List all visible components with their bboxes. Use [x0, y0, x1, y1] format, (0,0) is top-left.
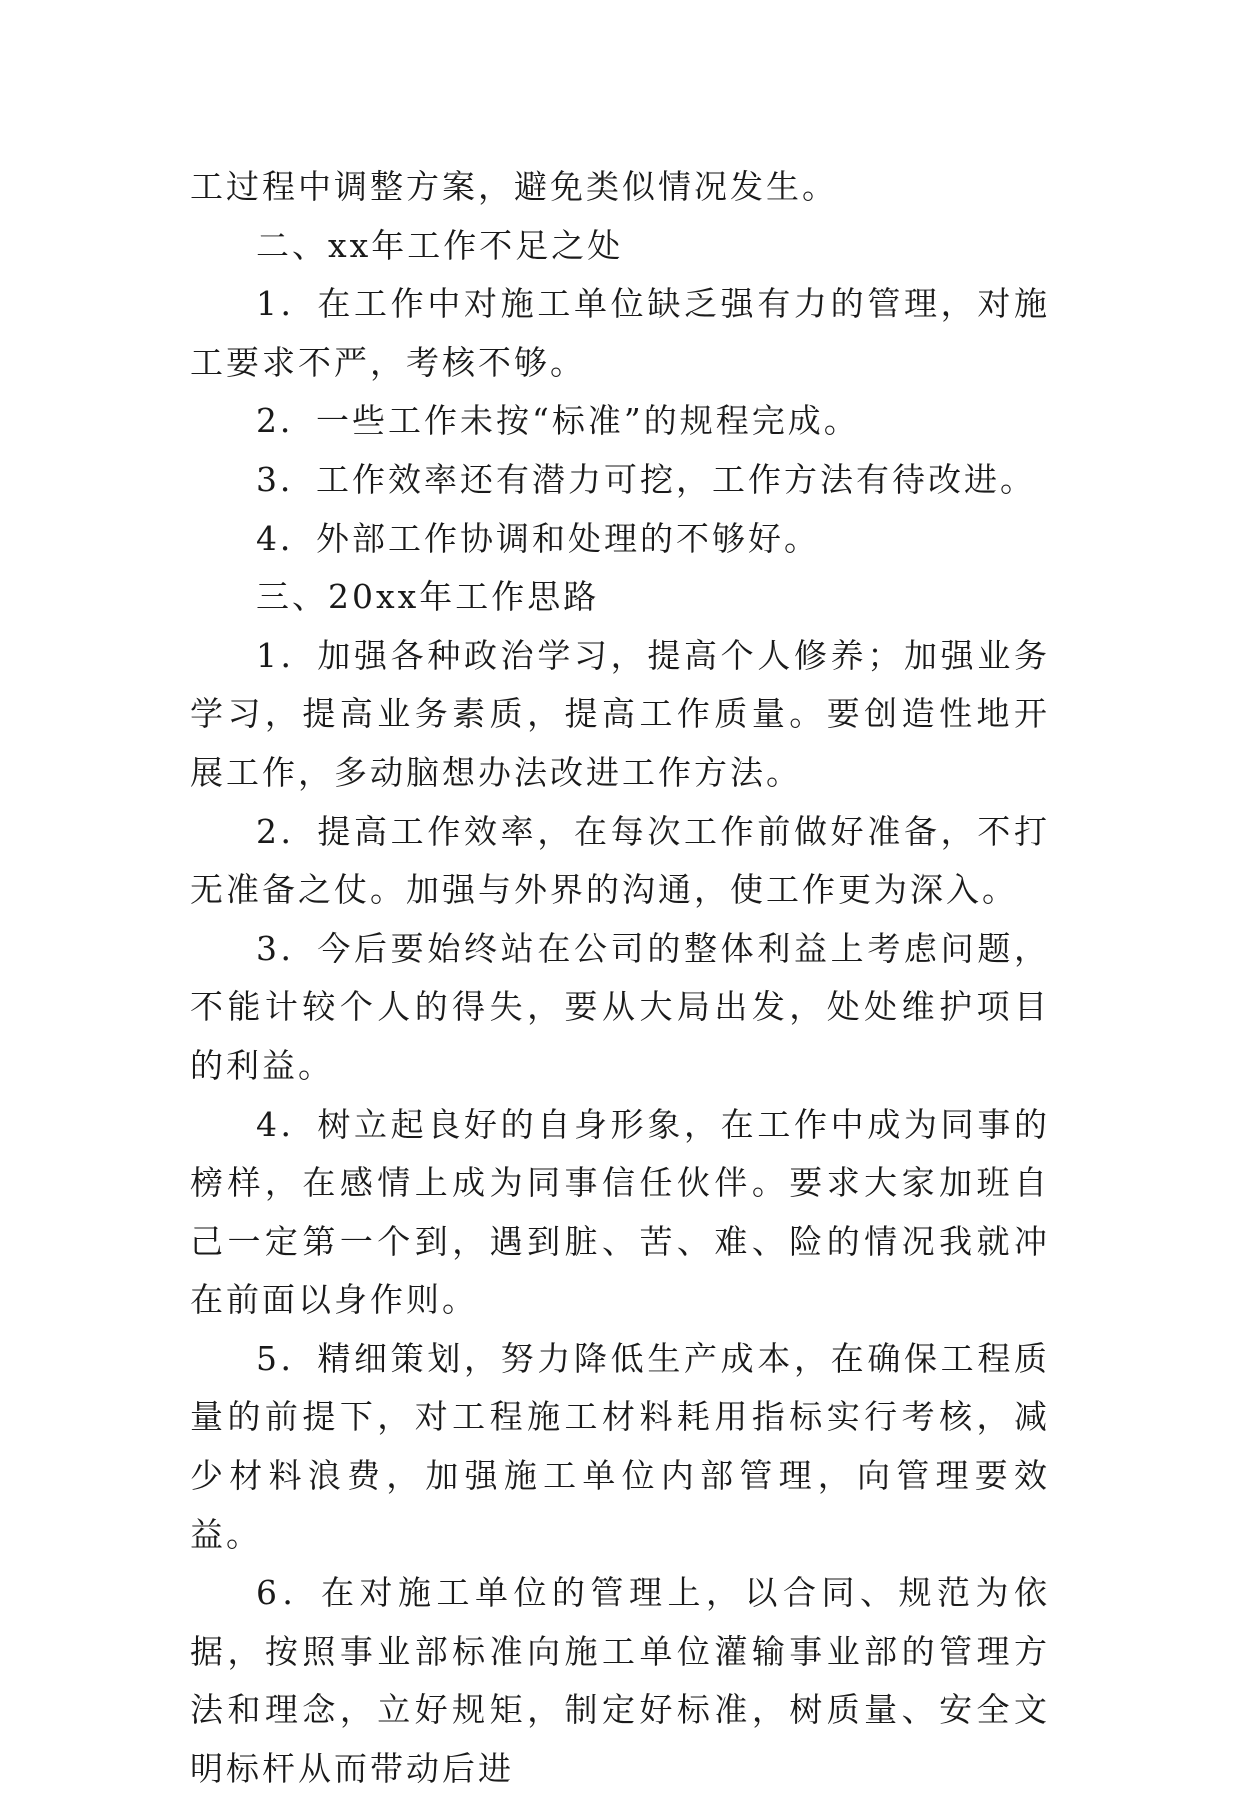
list-item: 3．今后要始终站在公司的整体利益上考虑问题，不能计较个人的得失，要从大局出发，处处维护项目的利益。	[190, 928, 1050, 1085]
list-item: 2．提高工作效率，在每次工作前做好准备，不打无准备之仗。加强与外界的沟通，使工作更为深入。	[190, 811, 1050, 910]
list-item: 4．外部工作协调和处理的不够好。	[256, 518, 820, 558]
section-heading: 三、20xx年工作思路	[256, 577, 600, 617]
list-item: 6．在对施工单位的管理上，以合同、规范为依据，按照事业部标准向施工单位灌输事业部的管理方法和理念，立好规矩，制定好标准，树质量、安全文明标杆从而带动后进	[190, 1573, 1050, 1789]
paragraph: 工过程中调整方案，避免类似情况发生。	[190, 167, 838, 206]
list-item: 1．在工作中对施工单位缺乏强有力的管理，对施工要求不严，考核不够。	[190, 284, 1050, 382]
list-item: 5．精细策划，努力降低生产成本，在确保工程质量的前提下，对工程施工材料耗用指标实行考核，减少材料浪费，加强施工单位内部管理，向管理要效益。	[190, 1338, 1050, 1554]
list-item: 3．工作效率还有潜力可挖，工作方法有待改进。	[256, 459, 1036, 499]
list-item: 1．加强各种政治学习，提高个人修养；加强业务学习，提高业务素质，提高工作质量。要创造性地开展工作，多动脑想办法改进工作方法。	[190, 635, 1050, 792]
list-item: 4．树立起良好的自身形象，在工作中成为同事的榜样，在感情上成为同事信任伙伴。要求大家加班自己一定第一个到，遇到脏、苦、难、险的情况我就冲在前面以身作则。	[190, 1104, 1050, 1320]
document-body	[190, 158, 1050, 1799]
list-item: 2．一些工作未按“标准”的规程完成。	[256, 401, 860, 441]
section-heading: 二、xx年工作不足之处	[256, 225, 624, 265]
